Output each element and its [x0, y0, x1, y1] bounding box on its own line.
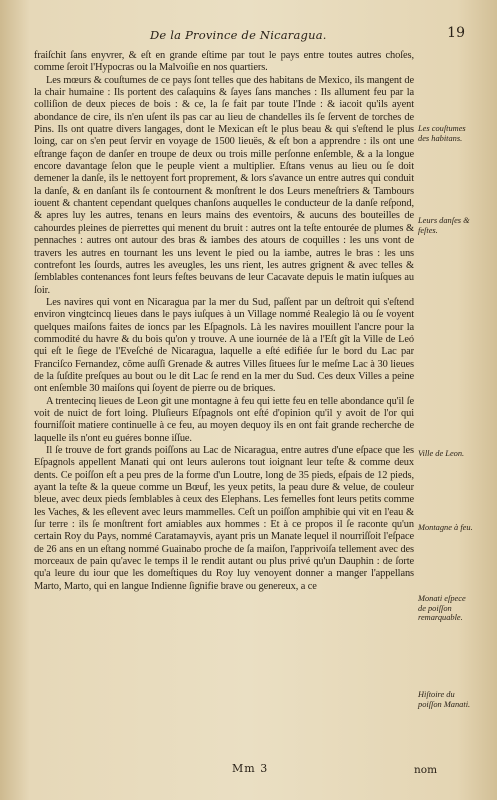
margin-note-leon: Ville de Leon. [418, 449, 465, 458]
running-title: De la Province de Nicaragua. [150, 28, 327, 42]
margin-note-customs: Les couſtumes des habitans. [418, 124, 466, 143]
margin-note-dances: Leurs danſes & feſtes. [418, 216, 470, 235]
paragraph-customs: Les mœurs & couſtumes de ce pays ſont telles que des habitans de Mexico, ils mangent de la chair humaine : Ils portent des caſaquins & ſayes ſans manches : Ils allument feu par la colliſion de deux pieces de bois : & ce, la ſe fait par toute l'Inde : & iacoit qu'ils ayent abondance de cire, ils n'en uſent ils pas car au lieu de chandelles ils ſe ſervent de torches de Pins. Ils ont quatre divers langages, dont le Mexican eſt le plus beau & qui s'eſtend le plus loing, car on s'en peut ſervir en voyage de 1500 lieuës, & eſt bon a apprendre : ils ont une eſtrange façon de danſer en troupe de deux ou trois mille perſonne enſemble, & a la longue encore davantage ſelon que le peuple vient a multiplier. Eſtans venus au lieu ou ſe doit demener la danſe, ils le nettoyent fort proprement, & lors s'avance un entre autres qui conduit la danſe, & en danſant ils ſe contournent & monſtrent le dos Leurs meneſtriers & Tambours iouent & chantent cependant quelques chanſons auquelles le conducteur de la danſe reſpond, & apres luy les autres, tenans en leurs mains des eventoirs, & aucuns des bouteilles de cahourdes pleines de pierrettes qui menent du bruit : autres ont la teſte entourée de plumes & pennaches : autres ont autour des bras & iambes des atours de coquilles : les uns vont de travers les autres en tournant les uns levent le pied ou la iambe, autres le bras : les uns contrefont les ſourds, autres les aveugles, les uns rient, les autres grignent & avec telles & ſemblables contenances font leurs feſtes beuvans de leur Cacavate depuis le matin iuſques au ſoir. [34, 74, 414, 296]
page-header [0, 25, 497, 50]
paragraph-fire-mountain: A trentecinq lieues de Leon git une montagne à feu qui iette feu en telle abondance qu'il ſe voit de nuict de fort loing. Pluſieurs Eſpagnols ont eſté d'opinion qu'il y avoit de l'or qui fourniſſoit matiere continuelle à ce feu, au moyen dequoy ils en ont fait grande recherche de laquelle ils n'ont eu guéres bonne iſſue. [34, 395, 414, 444]
page-footer [0, 762, 497, 782]
margin-note-manati-story: Hiſtoire du poiſſon Manati. [418, 690, 471, 709]
page-number: 19 [447, 25, 465, 41]
margin-note-fire-mountain: Montagne à feu. [418, 523, 473, 532]
catchword: nom [414, 764, 438, 776]
signature-mark: Mm 3 [232, 762, 269, 775]
paragraph-manati: Il ſe trouve de fort grands poiſſons au Lac de Nicaragua, entre autres d'une eſpace que les Eſpagnols appellent Manati qui ont leurs aulerons tout ioignant leur teſte & comme deux dents. Ce poiſſon eſt a peu pres de la forme d'un Loutre, long de 35 pieds, eſpais de 12 pieds, ayant la teſte & la queue comme un Bœuf, les yeux petits, la peau dure & velue, de couleur bleue, avec deux pieds ſemblables à ceux des Elephans. Les femelles font leurs petits comme les Vaches, & les eſlevent avec leurs mammelles. Ceſt un poiſſon amphibie qui vit en l'eau & ſur terre : ils ſe monſtrent fort amiables aux hommes : Et à ce propos il ſe raconte qu'un certain Roy du Pays, nommé Caratamayvis, ayant pris un Manate lequel il nourriſſoit l'eſpace de 26 ans en un eſtang nommé Guainabo proche de ſa maiſon, l'apprivoiſa tellement avec des morceaux de pain qu'avec le temps il le rendit autant ou plus privé qu'un Dauphin : de ſorte qu'a leure du iour que les domeſtiques du Roy luy venoyent donner a manger l'appellans Marto, Marto, qui en langue Indienne ſignifie brave ou genereux, a ce [34, 445, 414, 592]
margin-note-manati: Monati eſpece de poiſſon remarquable. [418, 594, 466, 623]
body-text [34, 50, 414, 593]
paragraph-continuation: fraiſchit ſans enyvrer, & eſt en grande eſtime par tout le pays entre toutes autres choſes, comme ſeroit l'Hypocras ou la Malvoiſie en nos quartiers. [34, 50, 414, 74]
paragraph-ships-leon: Les navires qui vont en Nicaragua par la mer du Sud, paſſent par un deſtroit qui s'eſtend environ vingtcincq lieues dans le pays iuſques à un Village nommé Realegio là ou ſe voyent quelques maiſons faites de ioncs par les Eſpagnols. Là les navires mouillent l'ancre pour la commodité du havre & du bois qu'on y trouve. A une iournée de là a l'Eſt gît la Ville de Leó qui eſt le ſiege de l'Eveſché de Nicaragua, laquelle a eſté edifiée ſur le bord du Lac par Franciſco Fernandez, cõme auſſi Grenade & autres Villes ſituees ſur le meſme Lac à 30 lieues de la ſuſdite preſques au bout ou le dit Lac ſe rend en la mer du Sud. Ces deux Villes a peine ont enſemble 30 maiſons qui ſoyent de pierre ou de briques. [34, 296, 414, 395]
